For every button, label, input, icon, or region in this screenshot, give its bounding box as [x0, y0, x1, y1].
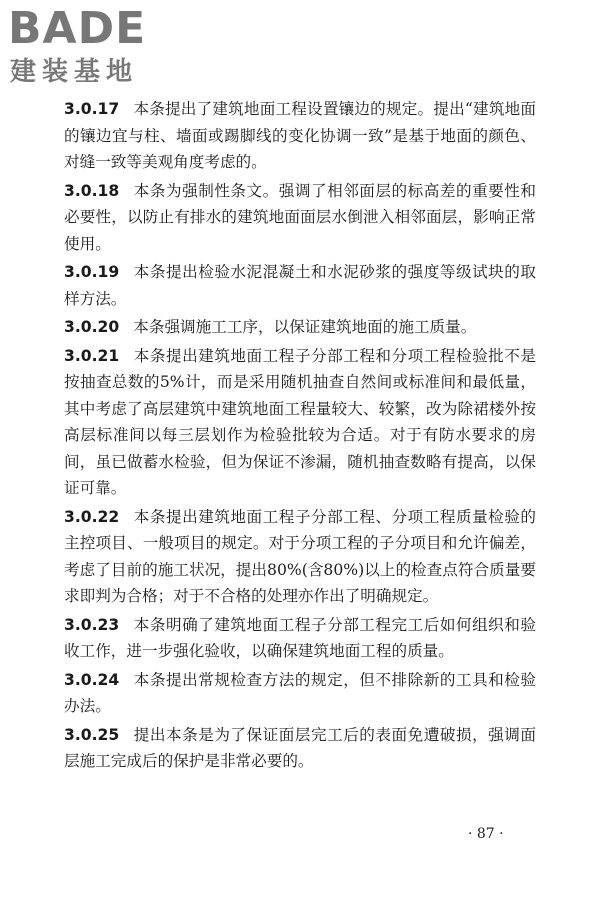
clause-3-0-17 [64, 96, 536, 176]
clause-text: 本条明确了建筑地面工程子分部工程完工后如何组织和验收工作，进一步强化验收，以确保建筑地面工程的质量。 [64, 615, 536, 660]
clause-text: 本条提出了建筑地面工程设置镶边的规定。提出“建筑地面的镶边宜与柱、墙面或踢脚线的变化协调一致”是基于地面的颜色、对缝一致等美观角度考虑的。 [64, 100, 536, 171]
clause-text: 本条提出建筑地面工程子分部工程和分项工程检验批不是按抽查总数的5%计，而是采用随机抽查自然间或标准间和最低量，其中考虑了高层建筑中建筑地面工程量较大、较繁，改为除裙楼外按高层标准间以每三层划作为检验批较为合适。对于有防水要求的房间，虽已做蓄水检验，但为保证不渗漏，随机抽查数略有提高，以保证可靠。 [64, 346, 536, 497]
clause-3-0-20 [64, 314, 536, 341]
clause-number: 3.0.17 [64, 100, 120, 118]
clause-3-0-24 [64, 667, 536, 720]
clause-text: 本条为强制性条文。强调了相邻面层的标高差的重要性和必要性，以防止有排水的建筑地面面层水倒泄入相邻面层，影响正常使用。 [64, 181, 536, 253]
clause-text: 本条提出检验水泥混凝土和水泥砂浆的强度等级试块的取样方法。 [64, 263, 536, 308]
clause-number: 3.0.22 [64, 507, 120, 526]
clause-3-0-22 [64, 504, 536, 610]
clause-number: 3.0.23 [64, 615, 120, 634]
document-body [64, 96, 536, 777]
logo-subtitle: 建装基地 [10, 57, 139, 87]
clause-3-0-18 [64, 178, 536, 258]
clause-number: 3.0.20 [64, 318, 120, 336]
clause-3-0-19 [64, 259, 536, 312]
clause-number: 3.0.25 [64, 725, 120, 744]
page-number: · 87 · [468, 826, 504, 842]
clause-text: 提出本条是为了保证面层完工后的表面免遭破损，强调面层施工完成后的保护是非常必要的。 [64, 725, 536, 770]
clause-number: 3.0.18 [64, 181, 120, 200]
brand-logo [8, 4, 178, 90]
clause-number: 3.0.21 [64, 346, 120, 365]
clause-3-0-23 [64, 612, 536, 665]
clause-text: 本条提出建筑地面工程子分部工程、分项工程质量检验的主控项目、一般项目的规定。对于分项工程的子分项目和允许偏差，考虑了目前的施工状况，提出80%(含80%)以上的检查点符合质量要求即判为合格；对于不合格的处理亦作出了明确规定。 [64, 507, 536, 605]
clause-text: 本条强调施工工序，以保证建筑地面的施工质量。 [133, 318, 477, 336]
clause-number: 3.0.19 [64, 263, 120, 281]
clause-number: 3.0.24 [64, 670, 120, 689]
clause-text: 本条提出常规检查方法的规定，但不排除新的工具和检验办法。 [64, 670, 536, 715]
clause-3-0-25 [64, 722, 536, 775]
clause-3-0-21 [64, 343, 536, 502]
logo-brand-text: BADE [8, 3, 147, 54]
